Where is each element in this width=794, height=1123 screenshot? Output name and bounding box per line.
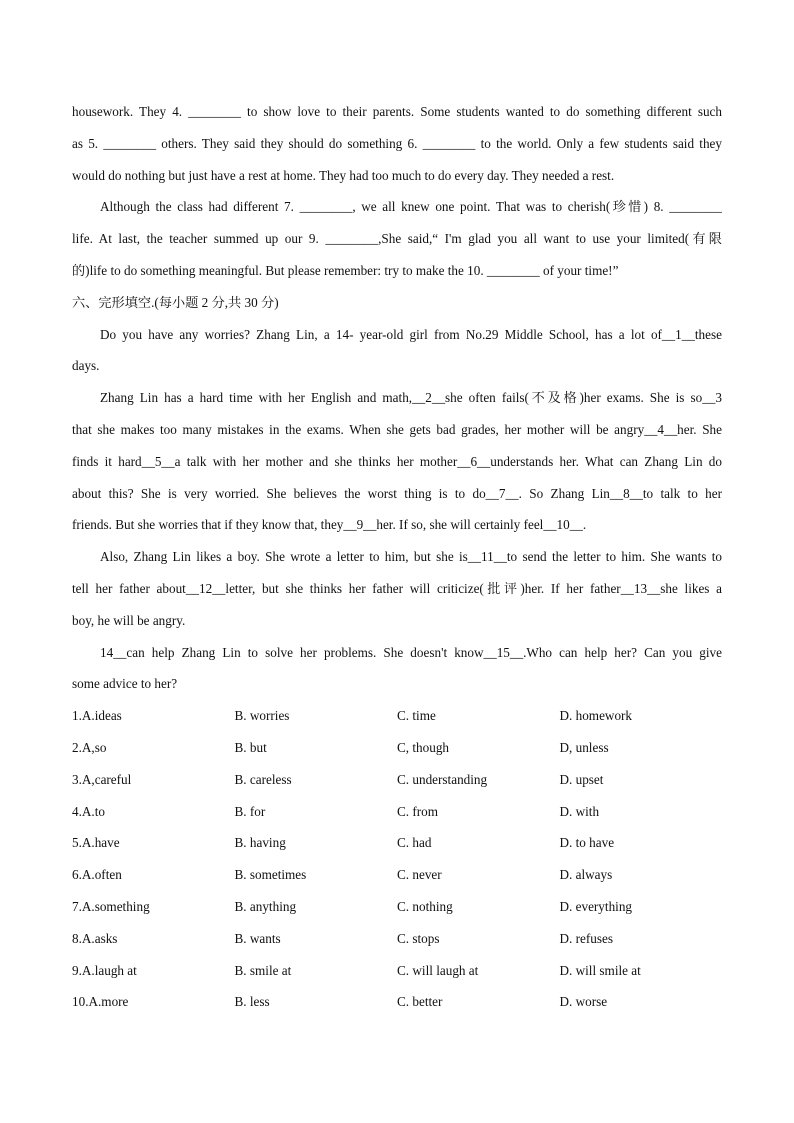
option-c: C. never xyxy=(397,867,442,883)
option-row xyxy=(72,891,722,923)
option-a: 3.A,careful xyxy=(72,771,132,787)
option-b: B. sometimes xyxy=(234,867,307,883)
option-c: C. stops xyxy=(397,930,440,946)
passage-line: housework. They 4. ________ to show love to their parents. Some students wanted to do something different such xyxy=(72,104,722,119)
option-b: B. having xyxy=(234,835,286,851)
option-a: 9.A.laugh at xyxy=(72,962,137,978)
option-row xyxy=(72,700,722,732)
option-a: 5.A.have xyxy=(72,835,120,851)
option-d: D. homework xyxy=(559,708,633,724)
passage-line: about this? She is very worried. She believes the worst thing is to do__7__. So Zhang Lin__8__to talk to her xyxy=(72,485,722,501)
option-a: 10.A.more xyxy=(72,994,129,1010)
option-b: B. smile at xyxy=(234,962,292,978)
option-d: D. everything xyxy=(559,898,633,914)
passage-line: some advice to her? xyxy=(72,676,178,692)
passage-line: Do you have any worries? Zhang Lin, a 14- year-old girl from No.29 Middle School, has a lot of__1__these xyxy=(100,326,722,342)
option-a: 1.A.ideas xyxy=(72,708,122,724)
option-row xyxy=(72,764,722,796)
option-row xyxy=(72,827,722,859)
option-row xyxy=(72,859,722,891)
option-a: 2.A,so xyxy=(72,739,107,755)
option-c: C. nothing xyxy=(397,898,453,914)
option-c: C. from xyxy=(397,803,439,819)
option-d: D, unless xyxy=(559,739,609,755)
option-a: 7.A.something xyxy=(72,898,150,914)
option-b: B. wants xyxy=(234,930,281,946)
option-d: D. worse xyxy=(559,994,608,1010)
option-d: D. to have xyxy=(559,835,615,851)
passage-line: 14__can help Zhang Lin to solve her problems. She doesn't know__15__.Who can help her? Can you give xyxy=(100,644,722,660)
passage-line: boy, he will be angry. xyxy=(72,612,186,628)
passage-line: days. xyxy=(72,358,100,374)
option-row xyxy=(72,923,722,955)
option-b: B. less xyxy=(234,994,270,1010)
option-d: D. with xyxy=(559,803,600,819)
option-a: 6.A.often xyxy=(72,867,122,883)
option-row xyxy=(72,732,722,764)
option-a: 8.A.asks xyxy=(72,930,118,946)
passage-line: tell her father about__12__letter, but she thinks her father will criticize(批评)her. If her father__13__she likes a xyxy=(72,580,722,596)
passage-top xyxy=(72,96,722,287)
option-a: 4.A.to xyxy=(72,803,105,819)
option-b: B. careless xyxy=(234,771,292,787)
option-b: B. but xyxy=(234,739,267,755)
passage-line: life. At last, the teacher summed up our 9. ________,She said,“ I'm glad you all want to use your limited(有限 xyxy=(72,231,722,247)
option-d: D. upset xyxy=(559,771,604,787)
option-b: B. anything xyxy=(234,898,297,914)
passage-line: finds it hard__5__a talk with her mother and she thinks her mother__6__understands her. What can Zhang Lin do xyxy=(72,453,722,469)
option-d: D. refuses xyxy=(559,930,613,946)
passage-line: would do nothing but just have a rest at home. They had too much to do every day. They needed a rest. xyxy=(72,167,615,183)
option-c: C. better xyxy=(397,994,443,1010)
option-c: C. time xyxy=(397,708,436,724)
option-c: C. understanding xyxy=(397,771,488,787)
option-c: C, though xyxy=(397,739,450,755)
exam-page xyxy=(72,96,722,1018)
option-row xyxy=(72,955,722,987)
passage-line: Also, Zhang Lin likes a boy. She wrote a letter to him, but she is__11__to send the letter to him. She wants to xyxy=(100,549,722,565)
option-d: D. will smile at xyxy=(559,962,641,978)
passage-line: as 5. ________ others. They said they should do something 6. ________ to the world. Only a few students said they xyxy=(72,135,722,151)
cloze-passage xyxy=(72,319,722,701)
option-row xyxy=(72,796,722,828)
option-c: C. will laugh at xyxy=(397,962,479,978)
passage-line: friends. But she worries that if they know that, they__9__her. If so, she will certainly feel__10__. xyxy=(72,517,587,533)
option-c: C. had xyxy=(397,835,432,851)
passage-line: Zhang Lin has a hard time with her English and math,__2__she often fails(不及格)her exams. She is so__3 xyxy=(100,390,722,406)
passage-line: that she makes too many mistakes in the exams. When she gets bad grades, her mother will be angry__4__her. She xyxy=(72,421,722,437)
passage-line: 的)life to do something meaningful. But please remember: try to make the 10. ________ of your time!” xyxy=(72,262,619,278)
option-b: B. worries xyxy=(234,708,290,724)
answer-options xyxy=(72,700,722,1018)
option-d: D. always xyxy=(559,867,613,883)
section-title: 六、完形填空.(每小题 2 分,共 30 分) xyxy=(72,294,279,310)
option-row xyxy=(72,986,722,1018)
passage-line: Although the class had different 7. ________, we all knew one point. That was to cherish(珍惜) 8. ________ xyxy=(100,199,722,215)
option-b: B. for xyxy=(234,803,266,819)
